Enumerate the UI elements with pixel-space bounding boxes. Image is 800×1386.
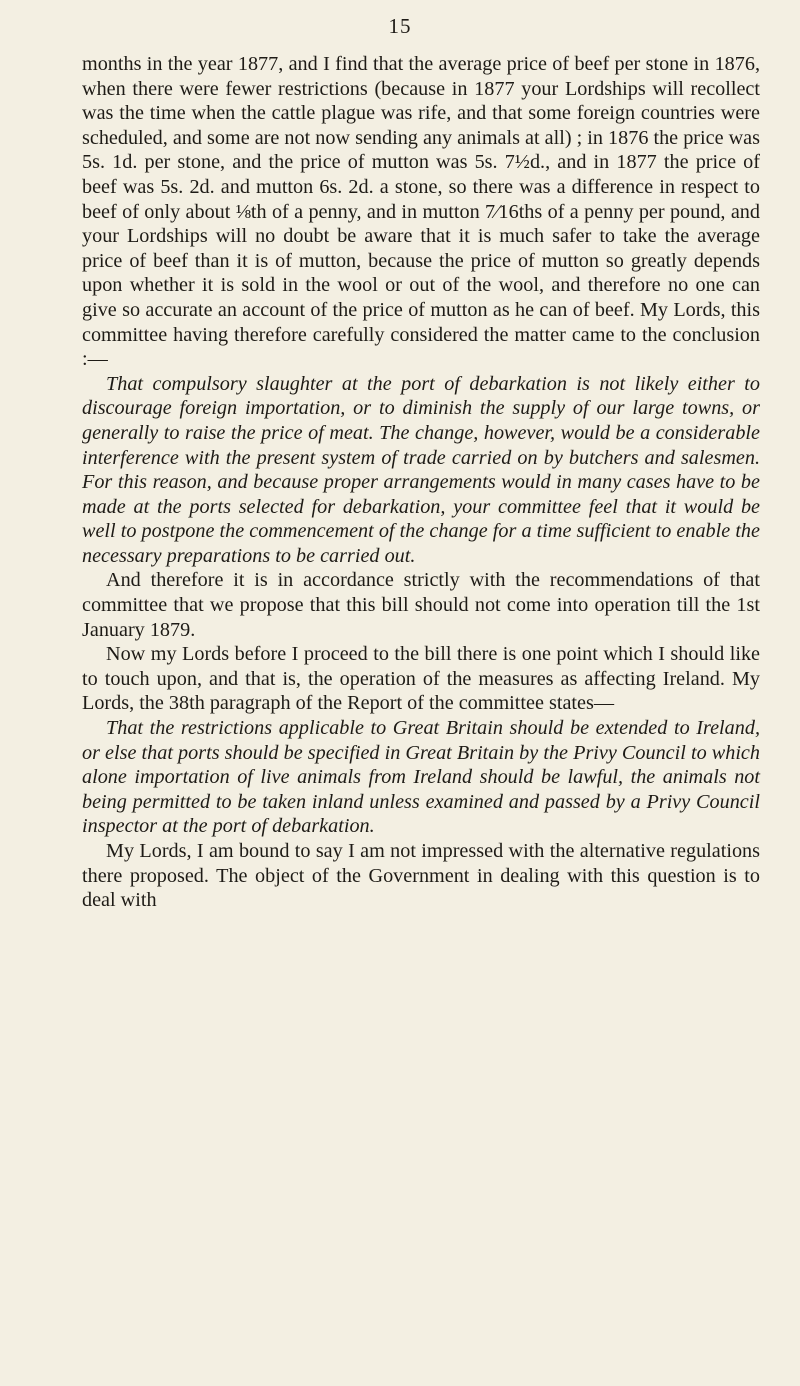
page-number: 15: [388, 14, 412, 38]
body-text: [82, 52, 760, 913]
quoted-conclusion: That compulsory slaughter at the port of debarkation is not likely either to discourage foreign importation, or to diminish the supply of our large towns, or generally to raise the price of meat. The change, however, would be a considerable interference with the present system of trade carried on by butchers and salesmen. For this reason, and because proper arrangements would in many cases have to be made at the ports selected for debarkation, your committee feel that it would be well to postpone the commencement of the change for a time sufficient to enable the necessary preparations to be carried out.: [82, 372, 760, 567]
paragraph-ireland: Now my Lords before I proceed to the bill there is one point which I should like to touch upon, and that is, the operation of the measures as affecting Ireland. My Lords, the 38th paragraph of the Report of the committee states—: [82, 643, 760, 715]
paragraph-alternative-regulations: My Lords, I am bound to say I am not impressed with the alternative regulations there proposed. The object of the Government in dealing with this question is to deal with: [82, 840, 760, 912]
paragraph-continuation: months in the year 1877, and I find that the average price of beef per stone in 1876, when there were fewer restrictions (because in 1877 your Lordships will recollect was the time when the cattle plague was rife, and that some foreign countries were scheduled, and some are not now sending any animals at all) ; in 1876 the price was 5s. 1d. per stone, and the price of mutton was 5s. 7½d., and in 1877 the price of beef was 5s. 2d. and mutton 6s. 2d. a stone, so there was a difference in respect to beef of only about ⅛th of a penny, and in mutton 7⁄16ths of a penny per pound, and your Lordships will no doubt be aware that it is much safer to take the average price of beef than it is of mutton, because the price of mutton so greatly depends upon whether it is sold in the wool or out of the wool, and therefore no one can give so accurate an account of the price of mutton as he can of beef. My Lords, this committee having therefore carefully considered the matter came to the conclusion :—: [82, 53, 760, 371]
paragraph-recommendation: And therefore it is in accordance strictly with the recommendations of that committee that we propose that this bill should not come into operation till the 1st January 1879.: [82, 569, 760, 641]
quoted-paragraph-38: That the restrictions applicable to Great Britain should be extended to Ireland, or else that ports should be specified in Great Britain by the Privy Council to which alone importation of live animals from Ireland should be lawful, the animals not being permitted to be taken inland unless examined and passed by a Privy Council inspector at the port of debarkation.: [82, 717, 760, 838]
